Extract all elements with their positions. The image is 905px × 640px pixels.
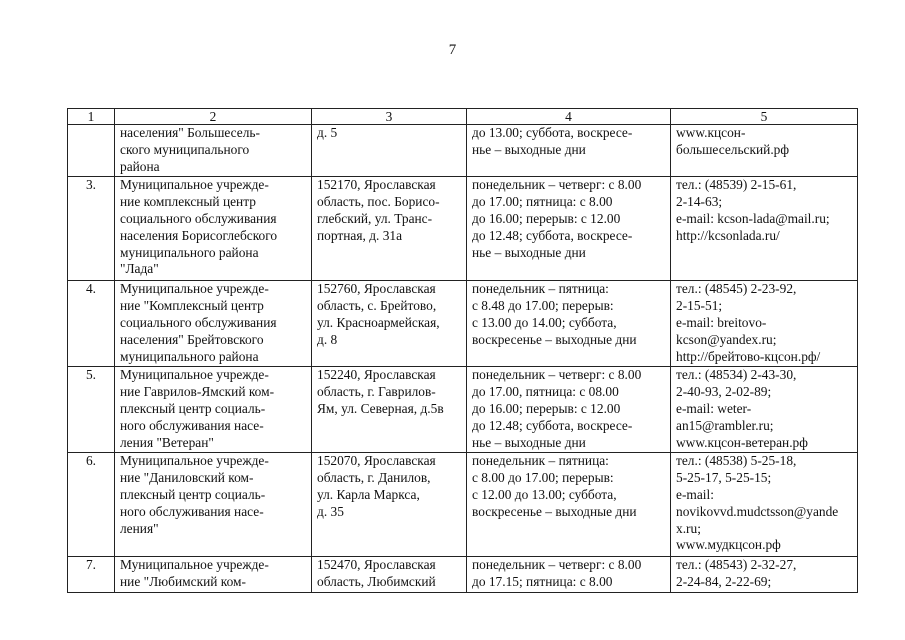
- row-number-cell: 3.: [68, 177, 115, 281]
- cell-text-line: ние "Комплексный центр: [120, 298, 264, 314]
- cell-text-line: д. 8: [317, 331, 338, 347]
- institution-name-cell: [115, 557, 312, 593]
- cell-text-line: воскресенье – выходные дни: [472, 331, 637, 347]
- cell-text-line: портная, д. 31а: [317, 227, 403, 243]
- cell-text-line: до 17.15; пятница: с 8.00: [472, 574, 613, 590]
- cell-text-line: область, с. Брейтово,: [317, 298, 437, 314]
- working-hours-cell: [467, 367, 671, 453]
- cell-text-line: ления": [120, 520, 159, 536]
- cell-text-line: до 13.00; суббота, воскресе-: [472, 125, 633, 140]
- cell-text-line: социального обслуживания: [120, 210, 277, 226]
- institution-name-cell: [115, 177, 312, 281]
- cell-text-line: ул. Красноармейская,: [317, 314, 440, 330]
- cell-text-line: www.кцсон-ветеран.рф: [676, 434, 808, 450]
- table-row: [68, 453, 858, 557]
- cell-text-line: муниципального района: [120, 348, 259, 364]
- cell-text-line: novikovvd.mudctsson@yande: [676, 503, 839, 519]
- cell-text-line: населения Борисоглебского: [120, 227, 278, 243]
- cell-text-line: большесельский.рф: [676, 141, 790, 157]
- cell-text-line: 2-40-93, 2-02-89;: [676, 384, 772, 400]
- cell-text-line: область, Любимский: [317, 574, 436, 590]
- cell-text-line: нье – выходные дни: [472, 434, 586, 450]
- cell-text-line: ние Гаврилов-Ямский ком-: [120, 384, 275, 400]
- cell-text-line: социального обслуживания: [120, 314, 277, 330]
- cell-text-line: 2-14-63;: [676, 194, 723, 210]
- cell-text-line: до 17.00, пятница: с 08.00: [472, 384, 619, 400]
- column-header: 1: [68, 109, 115, 125]
- contacts-cell: [671, 125, 858, 177]
- cell-text-line: ул. Карла Маркса,: [317, 486, 420, 502]
- cell-text-line: ние "Даниловский ком-: [120, 470, 254, 486]
- institution-name-cell: [115, 453, 312, 557]
- table-header-row: [68, 109, 858, 125]
- contacts-cell: [671, 367, 858, 453]
- row-number-cell: 4.: [68, 281, 115, 367]
- cell-text-line: ления "Ветеран": [120, 434, 214, 450]
- column-header: 4: [467, 109, 671, 125]
- cell-text-line: http://kcsonlada.ru/: [676, 227, 780, 243]
- cell-text-line: область, г. Данилов,: [317, 470, 431, 486]
- row-number-cell: [68, 125, 115, 177]
- table-row: [68, 125, 858, 177]
- row-number-cell: 7.: [68, 557, 115, 593]
- column-header: 2: [115, 109, 312, 125]
- institutions-table: [67, 108, 858, 593]
- cell-text-line: д. 35: [317, 503, 344, 519]
- cell-text-line: населения" Брейтовского: [120, 331, 264, 347]
- cell-text-line: ние "Любимский ком-: [120, 574, 246, 590]
- cell-text-line: Муниципальное учрежде-: [120, 177, 269, 193]
- institution-name-cell: [115, 125, 312, 177]
- cell-text-line: до 17.00; пятница: с 8.00: [472, 194, 613, 210]
- institution-name-cell: [115, 367, 312, 453]
- table-row: [68, 557, 858, 593]
- table-body: [68, 125, 858, 593]
- cell-text-line: 152470, Ярославская: [317, 557, 436, 573]
- cell-text-line: до 12.48; суббота, воскресе-: [472, 417, 633, 433]
- cell-text-line: с 8.00 до 17.00; перерыв:: [472, 470, 614, 486]
- address-cell: [312, 177, 467, 281]
- cell-text-line: плексный центр социаль-: [120, 486, 266, 502]
- cell-text-line: тел.: (48545) 2-23-92,: [676, 281, 797, 297]
- table-row: [68, 177, 858, 281]
- row-number-cell: 6.: [68, 453, 115, 557]
- cell-text-line: тел.: (48539) 2-15-61,: [676, 177, 797, 193]
- working-hours-cell: [467, 177, 671, 281]
- address-cell: [312, 367, 467, 453]
- address-cell: [312, 281, 467, 367]
- cell-text-line: нье – выходные дни: [472, 244, 586, 260]
- cell-text-line: с 8.48 до 17.00; перерыв:: [472, 298, 614, 314]
- column-header: 3: [312, 109, 467, 125]
- cell-text-line: воскресенье – выходные дни: [472, 503, 637, 519]
- cell-text-line: e-mail:: [676, 486, 714, 502]
- working-hours-cell: [467, 557, 671, 593]
- cell-text-line: 5-25-17, 5-25-15;: [676, 470, 772, 486]
- cell-text-line: 152170, Ярославская: [317, 177, 436, 193]
- cell-text-line: до 16.00; перерыв: с 12.00: [472, 210, 621, 226]
- table-row: [68, 281, 858, 367]
- cell-text-line: 152760, Ярославская: [317, 281, 436, 297]
- table-row: [68, 367, 858, 453]
- contacts-cell: [671, 281, 858, 367]
- address-cell: [312, 125, 467, 177]
- cell-text-line: тел.: (48543) 2-32-27,: [676, 557, 797, 573]
- cell-text-line: Муниципальное учрежде-: [120, 281, 269, 297]
- cell-text-line: населения" Большесель-: [120, 125, 260, 140]
- working-hours-cell: [467, 281, 671, 367]
- cell-text-line: область, г. Гаврилов-: [317, 384, 436, 400]
- cell-text-line: глебский, ул. Транс-: [317, 210, 433, 226]
- institution-name-cell: [115, 281, 312, 367]
- cell-text-line: "Лада": [120, 261, 159, 277]
- cell-text-line: тел.: (48534) 2-43-30,: [676, 367, 797, 383]
- cell-text-line: района: [120, 158, 160, 174]
- contacts-cell: [671, 557, 858, 593]
- cell-text-line: www.мудкцсон.рф: [676, 537, 781, 553]
- cell-text-line: e-mail: breitovo-: [676, 314, 767, 330]
- cell-text-line: Муниципальное учрежде-: [120, 367, 269, 383]
- cell-text-line: понедельник – пятница:: [472, 453, 609, 469]
- cell-text-line: понедельник – четверг: с 8.00: [472, 177, 642, 193]
- column-header: 5: [671, 109, 858, 125]
- contacts-cell: [671, 177, 858, 281]
- cell-text-line: x.ru;: [676, 520, 701, 536]
- cell-text-line: понедельник – пятница:: [472, 281, 609, 297]
- cell-text-line: плексный центр социаль-: [120, 400, 266, 416]
- cell-text-line: понедельник – четверг: с 8.00: [472, 367, 642, 383]
- cell-text-line: 2-15-51;: [676, 298, 723, 314]
- cell-text-line: с 13.00 до 14.00; суббота,: [472, 314, 617, 330]
- cell-text-line: с 12.00 до 13.00; суббота,: [472, 486, 617, 502]
- cell-text-line: Муниципальное учрежде-: [120, 557, 269, 573]
- cell-text-line: область, пос. Борисо-: [317, 194, 440, 210]
- page-number: 7: [448, 42, 457, 58]
- cell-text-line: http://брейтово-кцсон.рф/: [676, 348, 821, 364]
- cell-text-line: до 12.48; суббота, воскресе-: [472, 227, 633, 243]
- working-hours-cell: [467, 125, 671, 177]
- contacts-cell: [671, 453, 858, 557]
- cell-text-line: понедельник – четверг: с 8.00: [472, 557, 642, 573]
- cell-text-line: ние комплексный центр: [120, 194, 256, 210]
- cell-text-line: 2-24-84, 2-22-69;: [676, 574, 772, 590]
- address-cell: [312, 557, 467, 593]
- cell-text-line: ного обслуживания насе-: [120, 503, 264, 519]
- working-hours-cell: [467, 453, 671, 557]
- cell-text-line: д. 5: [317, 125, 338, 140]
- cell-text-line: e-mail: kcson-lada@mail.ru;: [676, 210, 830, 226]
- row-number-cell: 5.: [68, 367, 115, 453]
- cell-text-line: ского муниципального: [120, 141, 250, 157]
- cell-text-line: ного обслуживания насе-: [120, 417, 264, 433]
- cell-text-line: 152070, Ярославская: [317, 453, 436, 469]
- cell-text-line: тел.: (48538) 5-25-18,: [676, 453, 797, 469]
- cell-text-line: Ям, ул. Северная, д.5в: [317, 400, 444, 416]
- cell-text-line: www.кцсон-: [676, 125, 746, 140]
- cell-text-line: до 16.00; перерыв: с 12.00: [472, 400, 621, 416]
- cell-text-line: e-mail: weter-: [676, 400, 752, 416]
- cell-text-line: 152240, Ярославская: [317, 367, 436, 383]
- cell-text-line: Муниципальное учрежде-: [120, 453, 269, 469]
- cell-text-line: kcson@yandex.ru;: [676, 331, 777, 347]
- cell-text-line: муниципального района: [120, 244, 259, 260]
- cell-text-line: an15@rambler.ru;: [676, 417, 774, 433]
- address-cell: [312, 453, 467, 557]
- cell-text-line: нье – выходные дни: [472, 141, 586, 157]
